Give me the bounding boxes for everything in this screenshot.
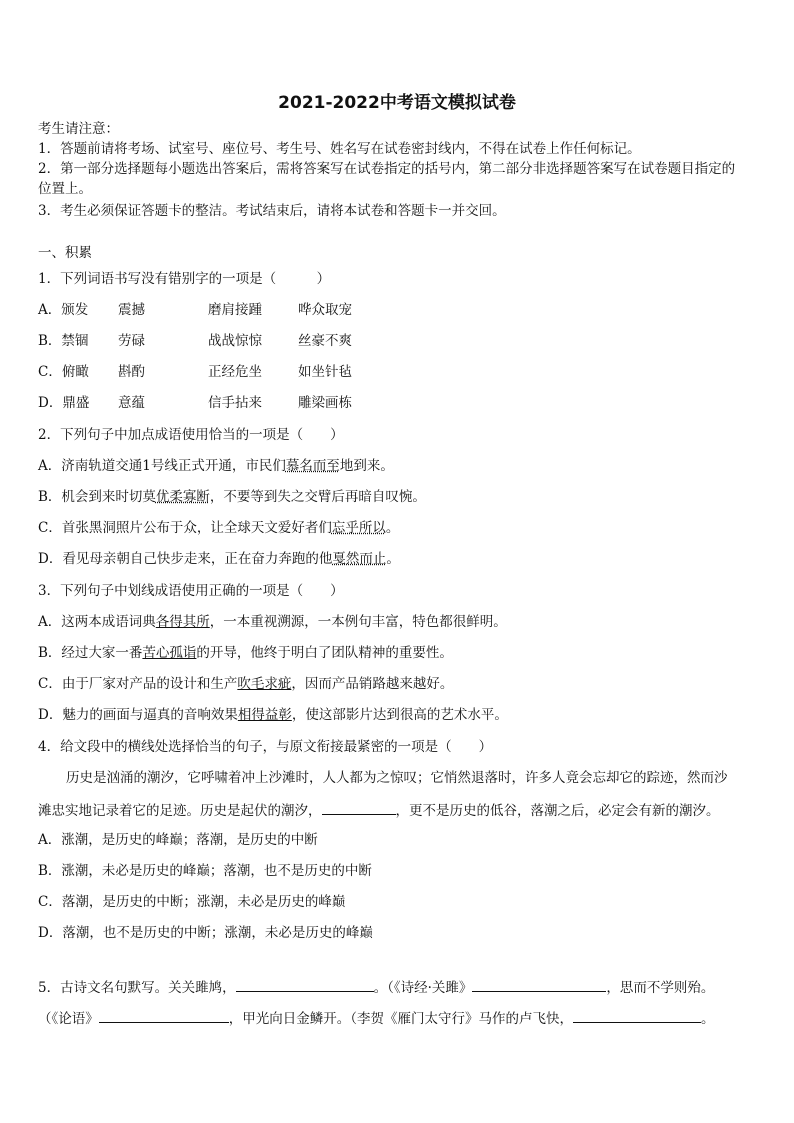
notice-heading: 考生请注意： [38,121,119,137]
notice-item: 1．答题前请将考场、试室号、座位号、考生号、姓名写在试卷密封线内，不得在试卷上作任何标记。 [38,141,641,157]
question-4-option-c: C．落潮，是历史的中断；涨潮，未必是历史的峰巅 [38,894,346,910]
answer-blank[interactable] [322,800,396,815]
notice-item: 位置上。 [38,181,92,197]
answer-blank[interactable] [472,977,606,992]
question-4-passage: 滩忠实地记录着它的足迹。历史是起伏的潮汐， ，更不是历史的低谷，落潮之后，必定会有新的潮汐。 [38,800,720,820]
question-2-option-d: D．看见母亲朝自己快步走来，正在奋力奔跑的他戛然而止。 [38,551,400,567]
question-2-option-a: A．济南轨道交通1号线正式开通，市民们慕名而至地到来。 [38,458,394,474]
option-word: 哗众取宠 [298,302,352,318]
option-word: 丝豪不爽 [298,333,352,349]
question-4-option-d: D．落潮，也不是历史的中断；涨潮，未必是历史的峰巅 [38,925,373,941]
option-word: 雕梁画栋 [298,395,352,411]
notice-item: 3．考生必须保证答题卡的整洁。考试结束后，请将本试卷和答题卡一并交回。 [38,203,506,219]
question-2-stem: 2．下列句子中加点成语使用恰当的一项是（ ） [38,427,344,443]
question-3-option-c: C．由于厂家对产品的设计和生产吹毛求疵，因而产品销路越来越好。 [38,676,454,692]
question-4-option-a: A．涨潮，是历史的峰巅；落潮，是历史的中断 [38,832,318,848]
option-word: 信手拈来 [208,395,262,411]
option-word: C．俯瞰 [38,364,89,380]
underlined-idiom: 吹毛求疵 [237,676,292,692]
underlined-idiom: 相得益彰 [237,707,292,723]
underlined-idiom: 各得其所 [155,614,210,630]
question-4-option-b: B．涨潮，未必是历史的峰巅；落潮，也不是历史的中断 [38,863,372,879]
question-4-stem: 4．给文段中的横线处选择恰当的句子，与原文衔接最紧密的一项是（ ） [38,739,493,755]
notice-item: 2．第一部分选择题每小题选出答案后，需将答案写在试卷指定的括号内，第二部分非选择题答案写在试卷题目指定的 [38,161,736,177]
option-word: 正经危坐 [208,364,262,380]
question-1-option-a [38,301,352,319]
answer-blank[interactable] [573,1008,701,1023]
question-1-option-b [38,332,352,350]
answer-blank[interactable] [236,977,374,992]
option-word: B．禁锢 [38,333,89,349]
page-title: 2021-2022中考语文模拟试卷 [278,93,516,113]
option-word: D．鼎盛 [38,395,90,411]
question-3-option-a: A．这两本成语词典各得其所，一本重视溯源，一本例句丰富，特色都很鲜明。 [38,614,507,630]
marked-idiom: 慕名而至 [285,458,340,474]
underlined-idiom: 苦心孤诣 [142,645,197,661]
question-1-option-c [38,363,352,381]
option-word: 如坐针毡 [298,364,352,380]
option-word: 战战惊惊 [208,333,262,349]
question-2-option-b: B．机会到来时切莫优柔寡断，不要等到失之交臂后再暗自叹惋。 [38,489,426,505]
question-1-option-d [38,394,352,412]
option-word: 劳碌 [118,333,145,349]
answer-blank[interactable] [99,1008,229,1023]
question-3-option-d: D．魅力的画面与逼真的音响效果相得益彰，使这部影片达到很高的艺术水平。 [38,707,508,723]
option-word: A．颁发 [38,302,89,318]
question-5-line: 5．古诗文名句默写。关关雎鸠， 。（《诗经·关雎》 ，思而不学则殆。 [38,977,714,997]
question-3-stem: 3．下列句子中划线成语使用正确的一项是（ ） [38,583,344,599]
option-word: 磨肩接踵 [208,302,262,318]
question-1-stem: 1．下列词语书写没有错别字的一项是（ ） [38,271,331,287]
marked-idiom: 忘乎所以 [331,520,386,536]
marked-idiom: 优柔寡断 [155,489,210,505]
question-4-passage: 历史是汹涌的潮汐，它呼啸着冲上沙滩时，人人都为之惊叹；它悄然退落时，许多人竟会忘却它的踪迹，然而沙 [66,770,728,786]
option-word: 意蕴 [118,395,145,411]
marked-idiom: 戛然而止 [332,551,387,567]
option-word: 震撼 [118,302,145,318]
question-3-option-b: B．经过大家一番苦心孤诣的开导，他终于明白了团队精神的重要性。 [38,645,453,661]
question-5-line: （《论语》 ，甲光向日金鳞开。（李贺《雁门太守行》马作的卢飞快， 。 [38,1008,715,1028]
question-2-option-c: C．首张黑洞照片公布于众，让全球天文爱好者们忘乎所以。 [38,520,400,536]
option-word: 斟酌 [118,364,145,380]
section-heading: 一、积累 [38,245,92,261]
